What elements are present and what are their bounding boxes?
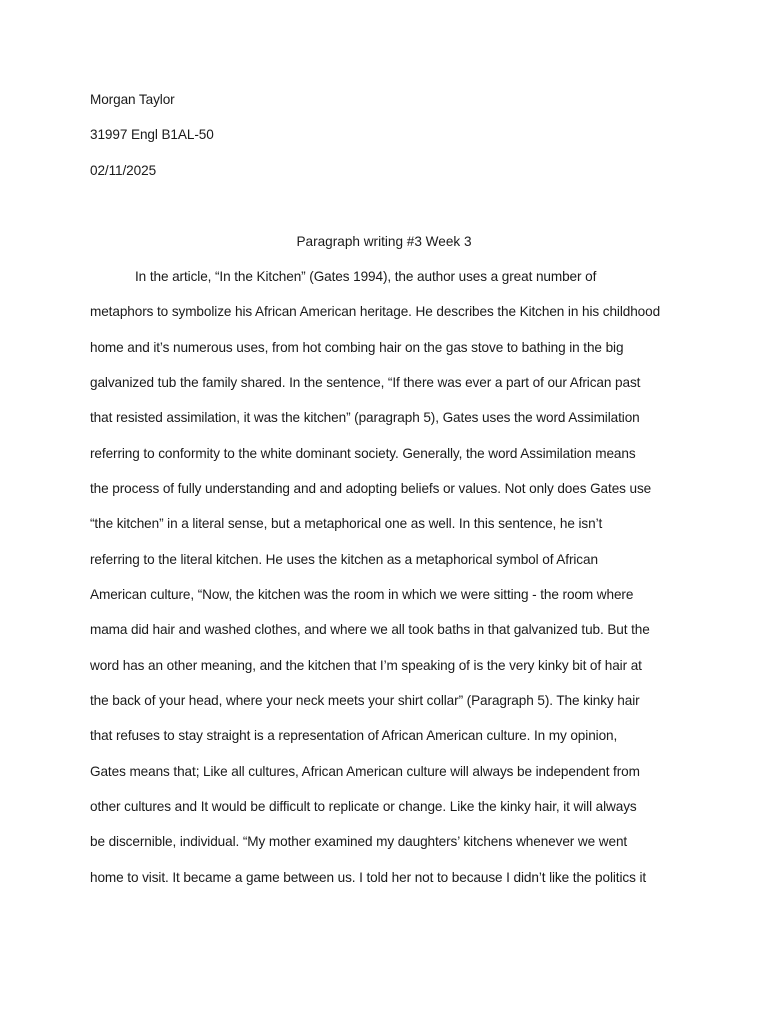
body-line: other cultures and It would be difficult to replicate or change. Like the kinky hair, it will always (90, 799, 637, 814)
body-line: that resisted assimilation, it was the kitchen” (paragraph 5), Gates uses the word Assimilation (90, 410, 640, 425)
document-title: Paragraph writing #3 Week 3 (296, 234, 472, 249)
document-date: 02/11/2025 (90, 163, 157, 178)
body-line: home to visit. It became a game between us. I told her not to because I didn’t like the politics it (90, 870, 647, 885)
body-line: word has an other meaning, and the kitchen that I’m speaking of is the very kinky bit of hair at (90, 658, 642, 673)
body-line: American culture, “Now, the kitchen was the room in which we were sitting - the room where (90, 587, 634, 602)
body-line: In the article, “In the Kitchen” (Gates 1994), the author uses a great number of (135, 269, 597, 284)
body-line: galvanized tub the family shared. In the sentence, “If there was ever a part of our African past (90, 375, 641, 390)
body-line: Gates means that; Like all cultures, African American culture will always be independent from (90, 764, 640, 779)
body-line: referring to the literal kitchen. He uses the kitchen as a metaphorical symbol of African (90, 552, 598, 567)
body-line: mama did hair and washed clothes, and where we all took baths in that galvanized tub. But the (90, 622, 650, 637)
course-code: 31997 Engl B1AL-50 (90, 127, 214, 142)
body-line: metaphors to symbolize his African American heritage. He describes the Kitchen in his childhood (90, 304, 661, 319)
body-line: “the kitchen” in a literal sense, but a metaphorical one as well. In this sentence, he isn’t (90, 516, 603, 531)
body-line: the process of fully understanding and and adopting beliefs or values. Not only does Gates use (90, 481, 652, 496)
body-line: referring to conformity to the white dominant society. Generally, the word Assimilation means (90, 446, 636, 461)
body-line: the back of your head, where your neck meets your shirt collar” (Paragraph 5). The kinky hair (90, 693, 640, 708)
body-line: home and it’s numerous uses, from hot combing hair on the gas stove to bathing in the big (90, 340, 624, 355)
body-line: that refuses to stay straight is a representation of African American culture. In my opinion, (90, 728, 618, 743)
author-name: Morgan Taylor (90, 92, 175, 107)
body-line: be discernible, individual. “My mother examined my daughters’ kitchens whenever we went (90, 834, 628, 849)
